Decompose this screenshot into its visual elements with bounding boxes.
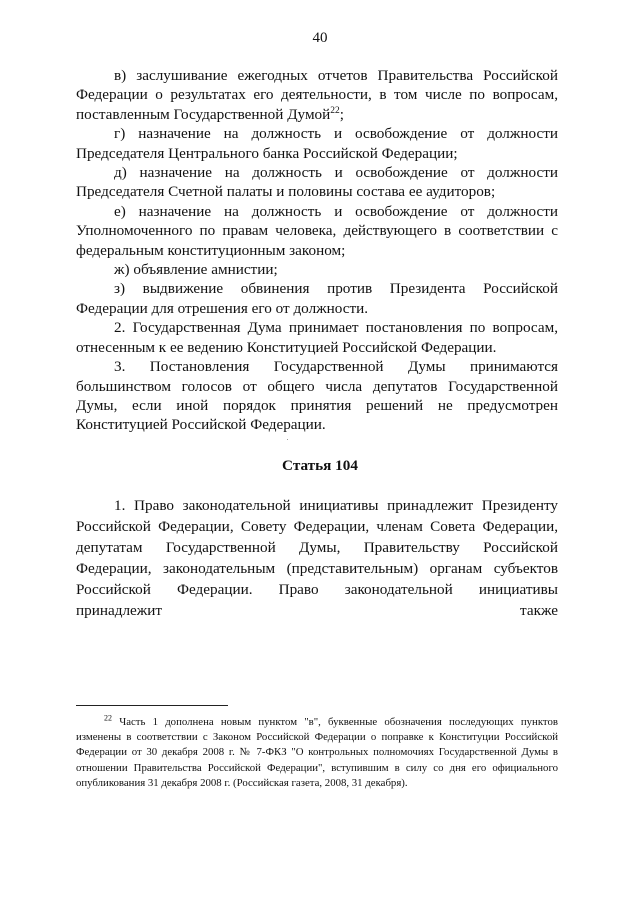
list-item-text: в) заслушивание ежегодных отчетов Правительства Российской Федерации о результатах его деятельности, в том числе по вопросам, поставленным Государственной Думой	[76, 67, 558, 123]
paragraph-2: 2. Государственная Дума принимает постановления по вопросам, отнесенным к ее ведению Конституцией Российской Федерации.	[76, 319, 558, 356]
footnote-number: 22	[104, 713, 112, 723]
list-item-z: з) выдвижение обвинения против Президента Российской Федерации для отрешения его от должности.	[76, 280, 558, 317]
article-104-body	[76, 495, 558, 621]
scan-speck	[287, 439, 288, 440]
footnote-paragraph	[76, 715, 558, 791]
paragraph-3: 3. Постановления Государственной Думы принимаются большинством голосов от общего числа депутатов Государственной Думы, если иной порядок принятия решений не предусмотрен Конституцией Российской Федерации.	[76, 358, 558, 434]
article-104-paragraph-1: 1. Право законодательной инициативы принадлежит Президенту Российской Федерации, Совету Федерации, членам Совета Федерации, депутатам Государственной Думы, Правительству Российской Федерации, законодательным (представительным) органам субъектов Российской Федерации. Право законодательной инициативы принадлежит также	[76, 497, 558, 619]
list-item-v	[76, 66, 558, 124]
list-item-punctuation: ;	[339, 105, 345, 123]
page-number: 40	[312, 30, 328, 46]
list-item-zh: ж) объявление амнистии;	[114, 261, 278, 279]
footnote-divider	[76, 705, 228, 706]
footnote	[76, 715, 558, 791]
article-103-continuation	[76, 66, 558, 435]
article-heading: Статья 104	[282, 457, 358, 474]
list-item-g: г) назначение на должность и освобождение от должности Председателя Центрального банка Российской Федерации;	[76, 125, 558, 162]
footnote-text: Часть 1 дополнена новым пунктом "в", буквенные обозначения последующих пунктов изменены в соответствии с Законом Российской Федерации о поправке к Конституции Российской Федерации от 30 декабря 2008 г. № 7-ФКЗ "О контрольных полномочиях Государственной Думы в отношении Правительства Российской Федерации", вступившим в силу со дня его официального опубликования 31 декабря 2008 г. (Российская газета, 2008, 31 декабря).	[76, 716, 558, 789]
footnote-reference[interactable]: 22	[330, 105, 340, 116]
list-item-e: е) назначение на должность и освобождение от должности Уполномоченного по правам человека, действующего в соответствии с федеральным конституционным законом;	[76, 202, 558, 259]
list-item-d: д) назначение на должность и освобождение от должности Председателя Счетной палаты и половины состава ее аудиторов;	[76, 164, 558, 201]
